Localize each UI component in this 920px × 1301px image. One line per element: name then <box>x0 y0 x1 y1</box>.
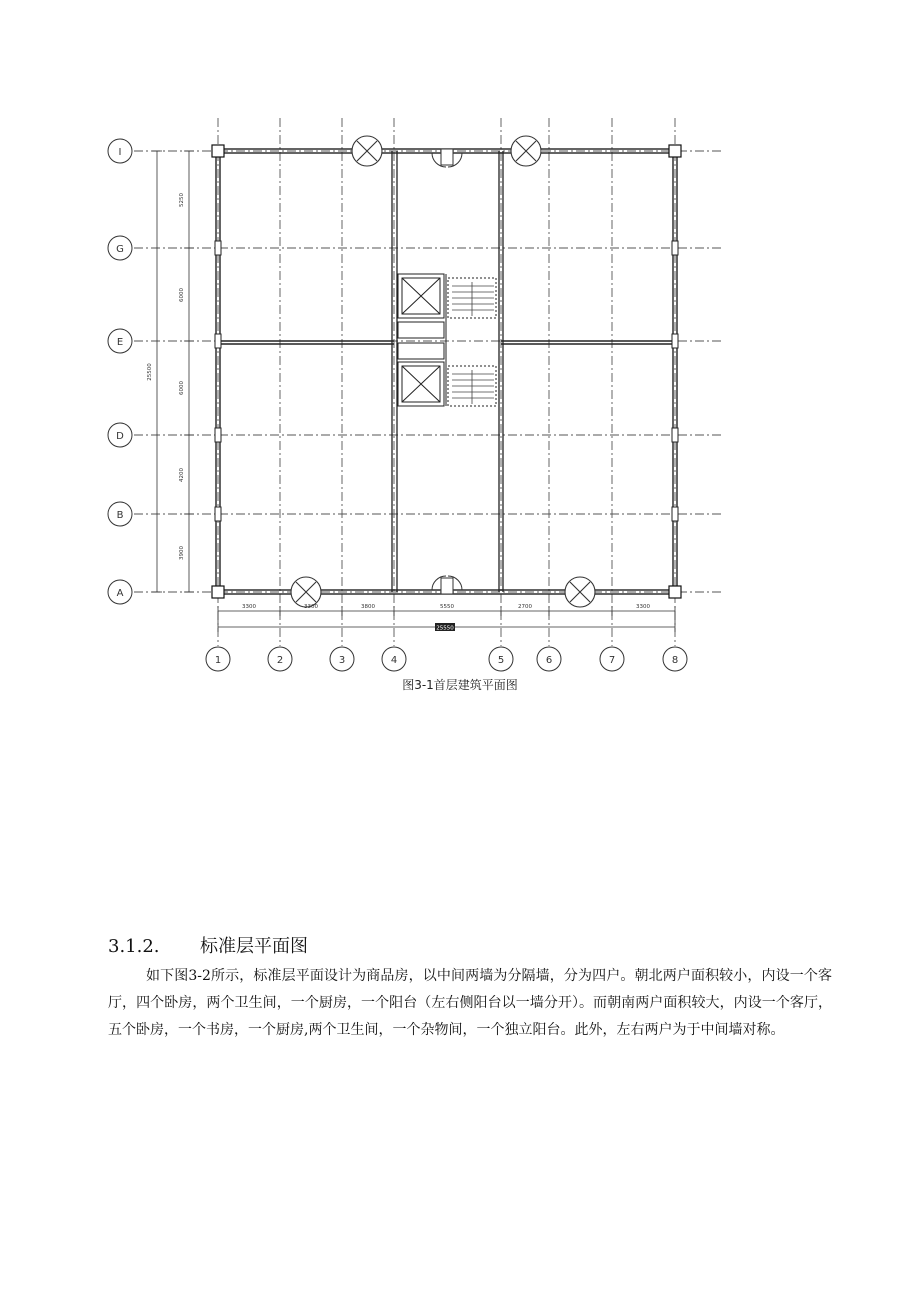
section-heading <box>108 932 308 958</box>
col-axis-3: 3 <box>338 655 346 666</box>
col-axis-8: 8 <box>671 655 679 666</box>
bottom-dim-total: 25550 <box>436 625 454 632</box>
col-axis-1: 1 <box>214 655 222 666</box>
col-axis-5: 5 <box>497 655 505 666</box>
bottom-dim-5: 3300 <box>636 604 650 610</box>
row-axis-D: D <box>116 431 124 442</box>
section-number: 3.1.2. <box>108 936 160 957</box>
row-axis-I: I <box>118 147 122 158</box>
col-axis-4: 4 <box>390 655 398 666</box>
left-dim-0: 5250 <box>179 193 185 207</box>
stair-treads <box>452 282 494 404</box>
col-axis-6: 6 <box>545 655 553 666</box>
left-dim-1: 6000 <box>179 288 185 302</box>
section-title: 标准层平面图 <box>200 936 308 957</box>
row-axis-A: A <box>116 588 124 599</box>
axis-grid <box>134 118 722 646</box>
row-axis-B: B <box>116 510 124 521</box>
row-axis-E: E <box>116 337 124 348</box>
entrance-doors <box>432 149 462 594</box>
col-axis-7: 7 <box>608 655 616 666</box>
row-axis-G: G <box>116 244 124 255</box>
bottom-dimension-texts <box>242 604 650 610</box>
left-dimension-line <box>152 151 194 592</box>
left-dim-3: 4200 <box>179 468 185 482</box>
section-paragraph: 如下图3-2所示，标准层平面设计为商品房，以中间两墙为分隔墙，分为四户。朝北两户面积较小，内设一个客厅，四个卧房，两个卫生间，一个厨房，一个阳台（左右侧阳台以一墙分开）。而朝南两户面积较大，内设一个客厅，五个卧房，一个书房，一个厨房,两个卫生间，一个杂物间，一个独立阳台。此外，左右两户为于中间墙对称。 <box>108 968 832 1038</box>
column-axis-bubbles <box>206 647 687 671</box>
bottom-dim-0: 3300 <box>242 604 256 610</box>
left-dim-4: 3900 <box>179 546 185 560</box>
bottom-dim-4: 2700 <box>518 604 532 610</box>
col-axis-2: 2 <box>276 655 284 666</box>
left-dim-total: 25500 <box>147 363 153 381</box>
left-dim-2: 6000 <box>179 381 185 395</box>
bottom-dim-2: 3800 <box>361 604 375 610</box>
bottom-dim-3: 5550 <box>440 604 454 610</box>
bottom-dim-1: 3300 <box>304 604 318 610</box>
figure-caption: 图3-1首层建筑平面图 <box>402 678 518 692</box>
core-walls <box>392 151 503 592</box>
row-axis-bubbles <box>108 139 132 604</box>
